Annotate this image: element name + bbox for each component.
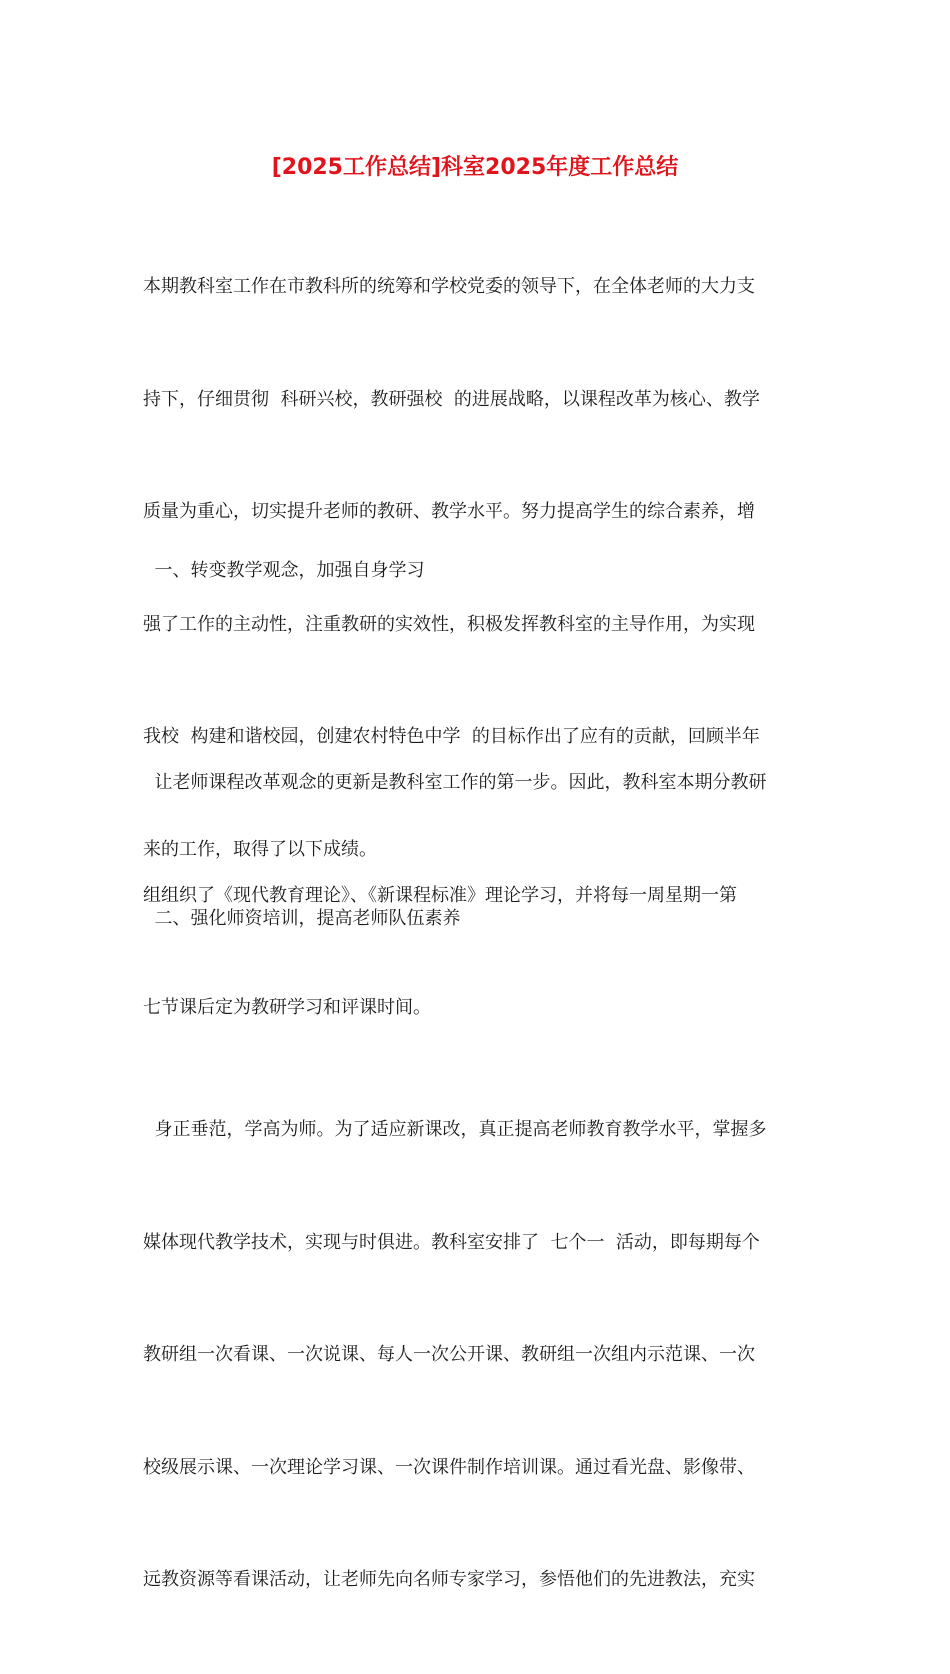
section-2-line: 校级展示课、一次理论学习课、一次课件制作培训课。通过看光盘、影像带、 <box>143 1456 755 1478</box>
section-2-paragraph <box>143 1036 808 1674</box>
intro-line: 持下，仔细贯彻 科研兴校，教研强校 的进展战略，以课程改革为核心、教学 <box>143 388 760 410</box>
intro-line: 质量为重心，切实提升老师的教研、教学水平。努力提高学生的综合素养，增 <box>143 501 755 522</box>
section-2-line: 远教资源等看课活动，让老师先向名师专家学习，参悟他们的先进教法，充实 <box>143 1569 755 1590</box>
section-2-line: 教研组一次看课、一次说课、每人一次公开课、教研组一次组内示范课、一次 <box>143 1344 755 1365</box>
section-1-line: 让老师课程改革观念的更新是教科室工作的第一步。因此，教科室本期分教研 <box>143 772 767 793</box>
document-title: [2025工作总结]科室2025年度工作总结 <box>271 155 679 180</box>
intro-line: 我校 构建和谐校园，创建农村特色中学 的目标作出了应有的贡献，回顾半年 <box>143 726 760 747</box>
section-1-line: 组组织了《现代教育理论》、《新课程标准》理论学习，并将每一周星期一第 <box>143 884 737 906</box>
section-heading-1: 一、转变教学观念，加强自身学习 <box>143 560 425 581</box>
section-heading-2: 二、强化师资培训，提高老师队伍素养 <box>143 908 461 929</box>
intro-line: 强了工作的主动性，注重教研的实效性，积极发挥教科室的主导作用，为实现 <box>143 613 755 635</box>
intro-line: 来的工作，取得了以下成绩。 <box>143 838 377 860</box>
section-2-line: 身正垂范，学高为师。为了适应新课改，真正提高老师教育教学水平，掌握多 <box>143 1119 767 1140</box>
section-2-line: 媒体现代教学技术，实现与时俱进。教科室安排了 七个一 活动，即每期每个 <box>143 1231 760 1253</box>
intro-line: 本期教科室工作在市教科所的统筹和学校党委的领导下，在全体老师的大力支 <box>143 276 755 297</box>
section-1-line: 七节课后定为教研学习和评课时间。 <box>143 997 431 1018</box>
